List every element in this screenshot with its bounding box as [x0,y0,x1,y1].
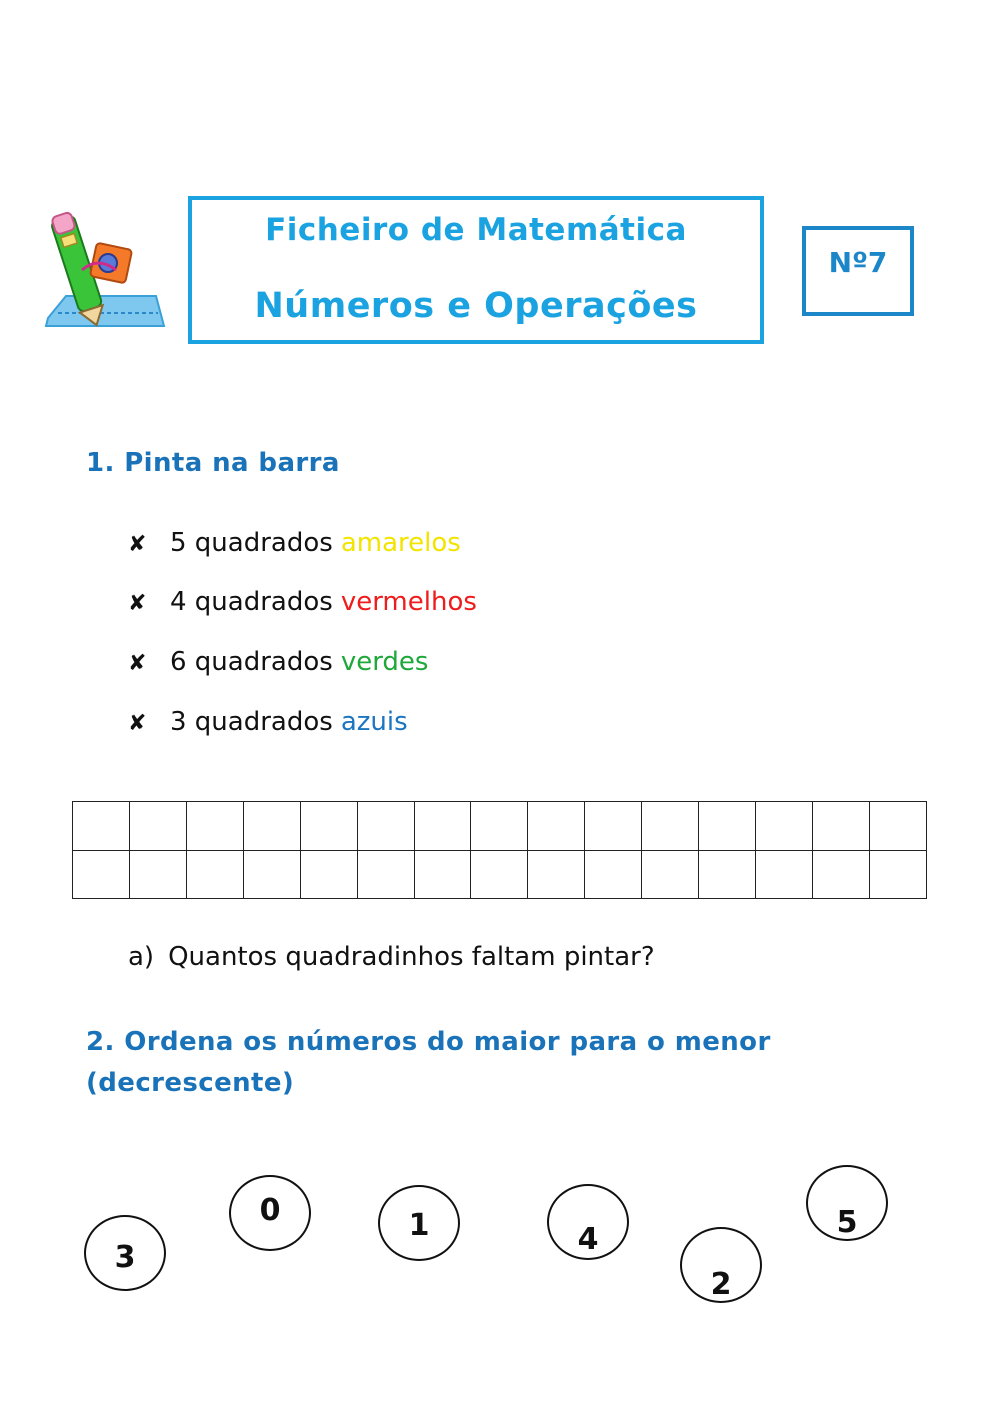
number-value: 2 [710,1266,732,1302]
question-2-heading [86,1022,786,1104]
bar-cell[interactable] [869,850,926,899]
instruction-text: 5 quadrados [170,528,333,558]
bar-cell[interactable] [528,802,585,851]
cross-mark-icon: ✘ [128,711,147,736]
instruction-item [128,528,461,558]
instruction-text: 3 quadrados [170,707,333,737]
bar-cell[interactable] [699,850,756,899]
sub-question-text: Quantos quadradinhos faltam pintar? [168,942,655,972]
number-value: 0 [259,1192,281,1228]
number-circle[interactable] [547,1184,629,1260]
color-word-red: vermelhos [340,587,477,617]
bar-cell[interactable] [585,850,642,899]
question-1a [128,942,655,972]
sheet-number-box [802,226,914,316]
bar-cell[interactable] [756,850,813,899]
bar-cell[interactable] [243,802,300,851]
number-circle[interactable] [378,1185,460,1261]
bar-row [73,802,927,851]
bar-cell[interactable] [186,850,243,899]
instruction-item [128,707,408,737]
bar-cell[interactable] [471,850,528,899]
bar-cell[interactable] [186,802,243,851]
number-value: 5 [836,1204,858,1240]
question-2-heading-line1: 2. Ordena os números do maior para o menor [86,1027,771,1057]
bar-cell[interactable] [73,802,130,851]
instruction-item [128,587,477,617]
bar-cell[interactable] [471,802,528,851]
bar-cell[interactable] [528,850,585,899]
bar-cell[interactable] [414,802,471,851]
color-word-blue: azuis [340,707,408,737]
bar-cell[interactable] [414,850,471,899]
bar-cell[interactable] [243,850,300,899]
bar-cell[interactable] [756,802,813,851]
bar-cell[interactable] [357,802,414,851]
number-value: 4 [577,1221,599,1257]
bar-row [73,850,927,899]
bar-cell[interactable] [129,850,186,899]
bar-cell[interactable] [812,850,869,899]
number-circle[interactable] [680,1227,762,1303]
color-word-yellow: amarelos [340,528,461,558]
worksheet-subtitle: Ficheiro de Matemática [265,212,687,248]
number-value: 3 [114,1239,136,1275]
sheet-number: Nº7 [828,246,888,279]
bar-cell[interactable] [300,802,357,851]
bar-cell[interactable] [129,802,186,851]
bar-cell[interactable] [73,850,130,899]
instruction-text: 4 quadrados [170,587,333,617]
bar-cell[interactable] [642,802,699,851]
instruction-item [128,647,428,677]
question-1-heading: 1. Pinta na barra [86,448,340,478]
sub-question-label: a) [128,942,155,972]
cross-mark-icon: ✘ [128,591,147,616]
bar-cell[interactable] [699,802,756,851]
number-circle[interactable] [229,1175,311,1251]
math-logo-illustration [38,208,168,333]
cross-mark-icon: ✘ [128,532,147,557]
question-2-heading-line2: (decrescente) [86,1068,295,1098]
cross-mark-icon: ✘ [128,651,147,676]
worksheet-title: Números e Operações [254,286,698,326]
bar-cell[interactable] [585,802,642,851]
bar-cell[interactable] [357,850,414,899]
bar-cell[interactable] [869,802,926,851]
coloring-bar-grid [72,801,927,899]
number-value: 1 [408,1207,430,1243]
number-circle[interactable] [84,1215,166,1291]
bar-cell[interactable] [300,850,357,899]
bar-cell[interactable] [812,802,869,851]
bar-cell[interactable] [642,850,699,899]
color-word-green: verdes [340,647,429,677]
number-circle[interactable] [806,1165,888,1241]
instruction-text: 6 quadrados [170,647,333,677]
